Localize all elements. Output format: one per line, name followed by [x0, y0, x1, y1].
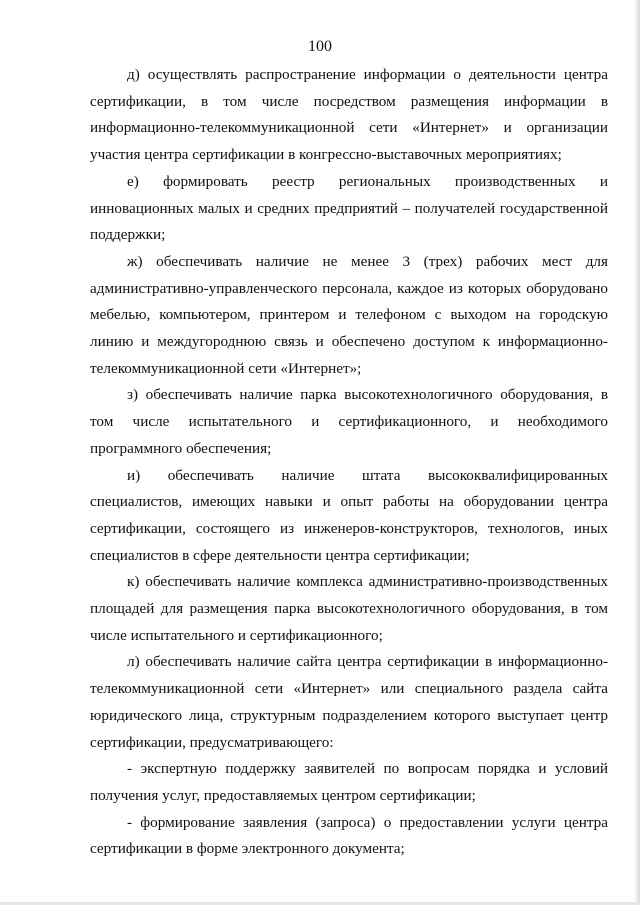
- list-item-expert-support: - экспертную поддержку заявителей по вопросам порядка и условий получения услуг, предоставляемых центром сертификации;: [90, 760, 608, 804]
- paragraph-z: з) обеспечивать наличие парка высокотехнологичного оборудования, в том числе испытательного и сертификационного, и необходимого программного обеспечения;: [90, 386, 608, 457]
- paragraph-l: л) обеспечивать наличие сайта центра сертификации в информационно-телекоммуникационной сети «Интернет» или специального раздела сайта юридического лица, структурным подразделением которого выступает центр сертификации, предусматривающего:: [90, 653, 608, 751]
- list-item-application-form: - формирование заявления (запроса) о предоставлении услуги центра сертификации в форме электронного документа;: [90, 813, 608, 858]
- paragraph-zh: ж) обеспечивать наличие не менее 3 (трех) рабочих мест для административно-управленческого персонала, каждое из которых оборудовано мебелью, компьютером, принтером и телефоном с выходом на городскую линию и междугороднюю связь и обеспечено доступом к информационно-телекоммуникационной сети «Интернет»;: [90, 252, 608, 377]
- paragraph-k: к) обеспечивать наличие комплекса административно-производственных площадей для размещения парка высокотехнологичного оборудования, в том числе испытательного и сертификационного;: [90, 573, 608, 644]
- scan-edge-shadow: [634, 0, 640, 905]
- paragraph-e: е) формировать реестр региональных производственных и инновационных малых и средних предприятий – получателей государственной поддержки;: [90, 172, 608, 244]
- document-body: [90, 62, 608, 863]
- page-number: 100: [308, 38, 332, 55]
- paragraph-d: д) осуществлять распространение информации о деятельности центра сертификации, в том числе посредством размещения информации в информационно-телекоммуникационной сети «Интернет» и организации участия центра сертификации в конгрессно-выставочных мероприятиях;: [90, 66, 608, 164]
- paragraph-i: и) обеспечивать наличие штата высококвалифицированных специалистов, имеющих навыки и опыт работы на оборудовании центра сертификации, состоящего из инженеров-конструкторов, технологов, иных специалистов в сфере деятельности центра сертификации;: [90, 466, 608, 564]
